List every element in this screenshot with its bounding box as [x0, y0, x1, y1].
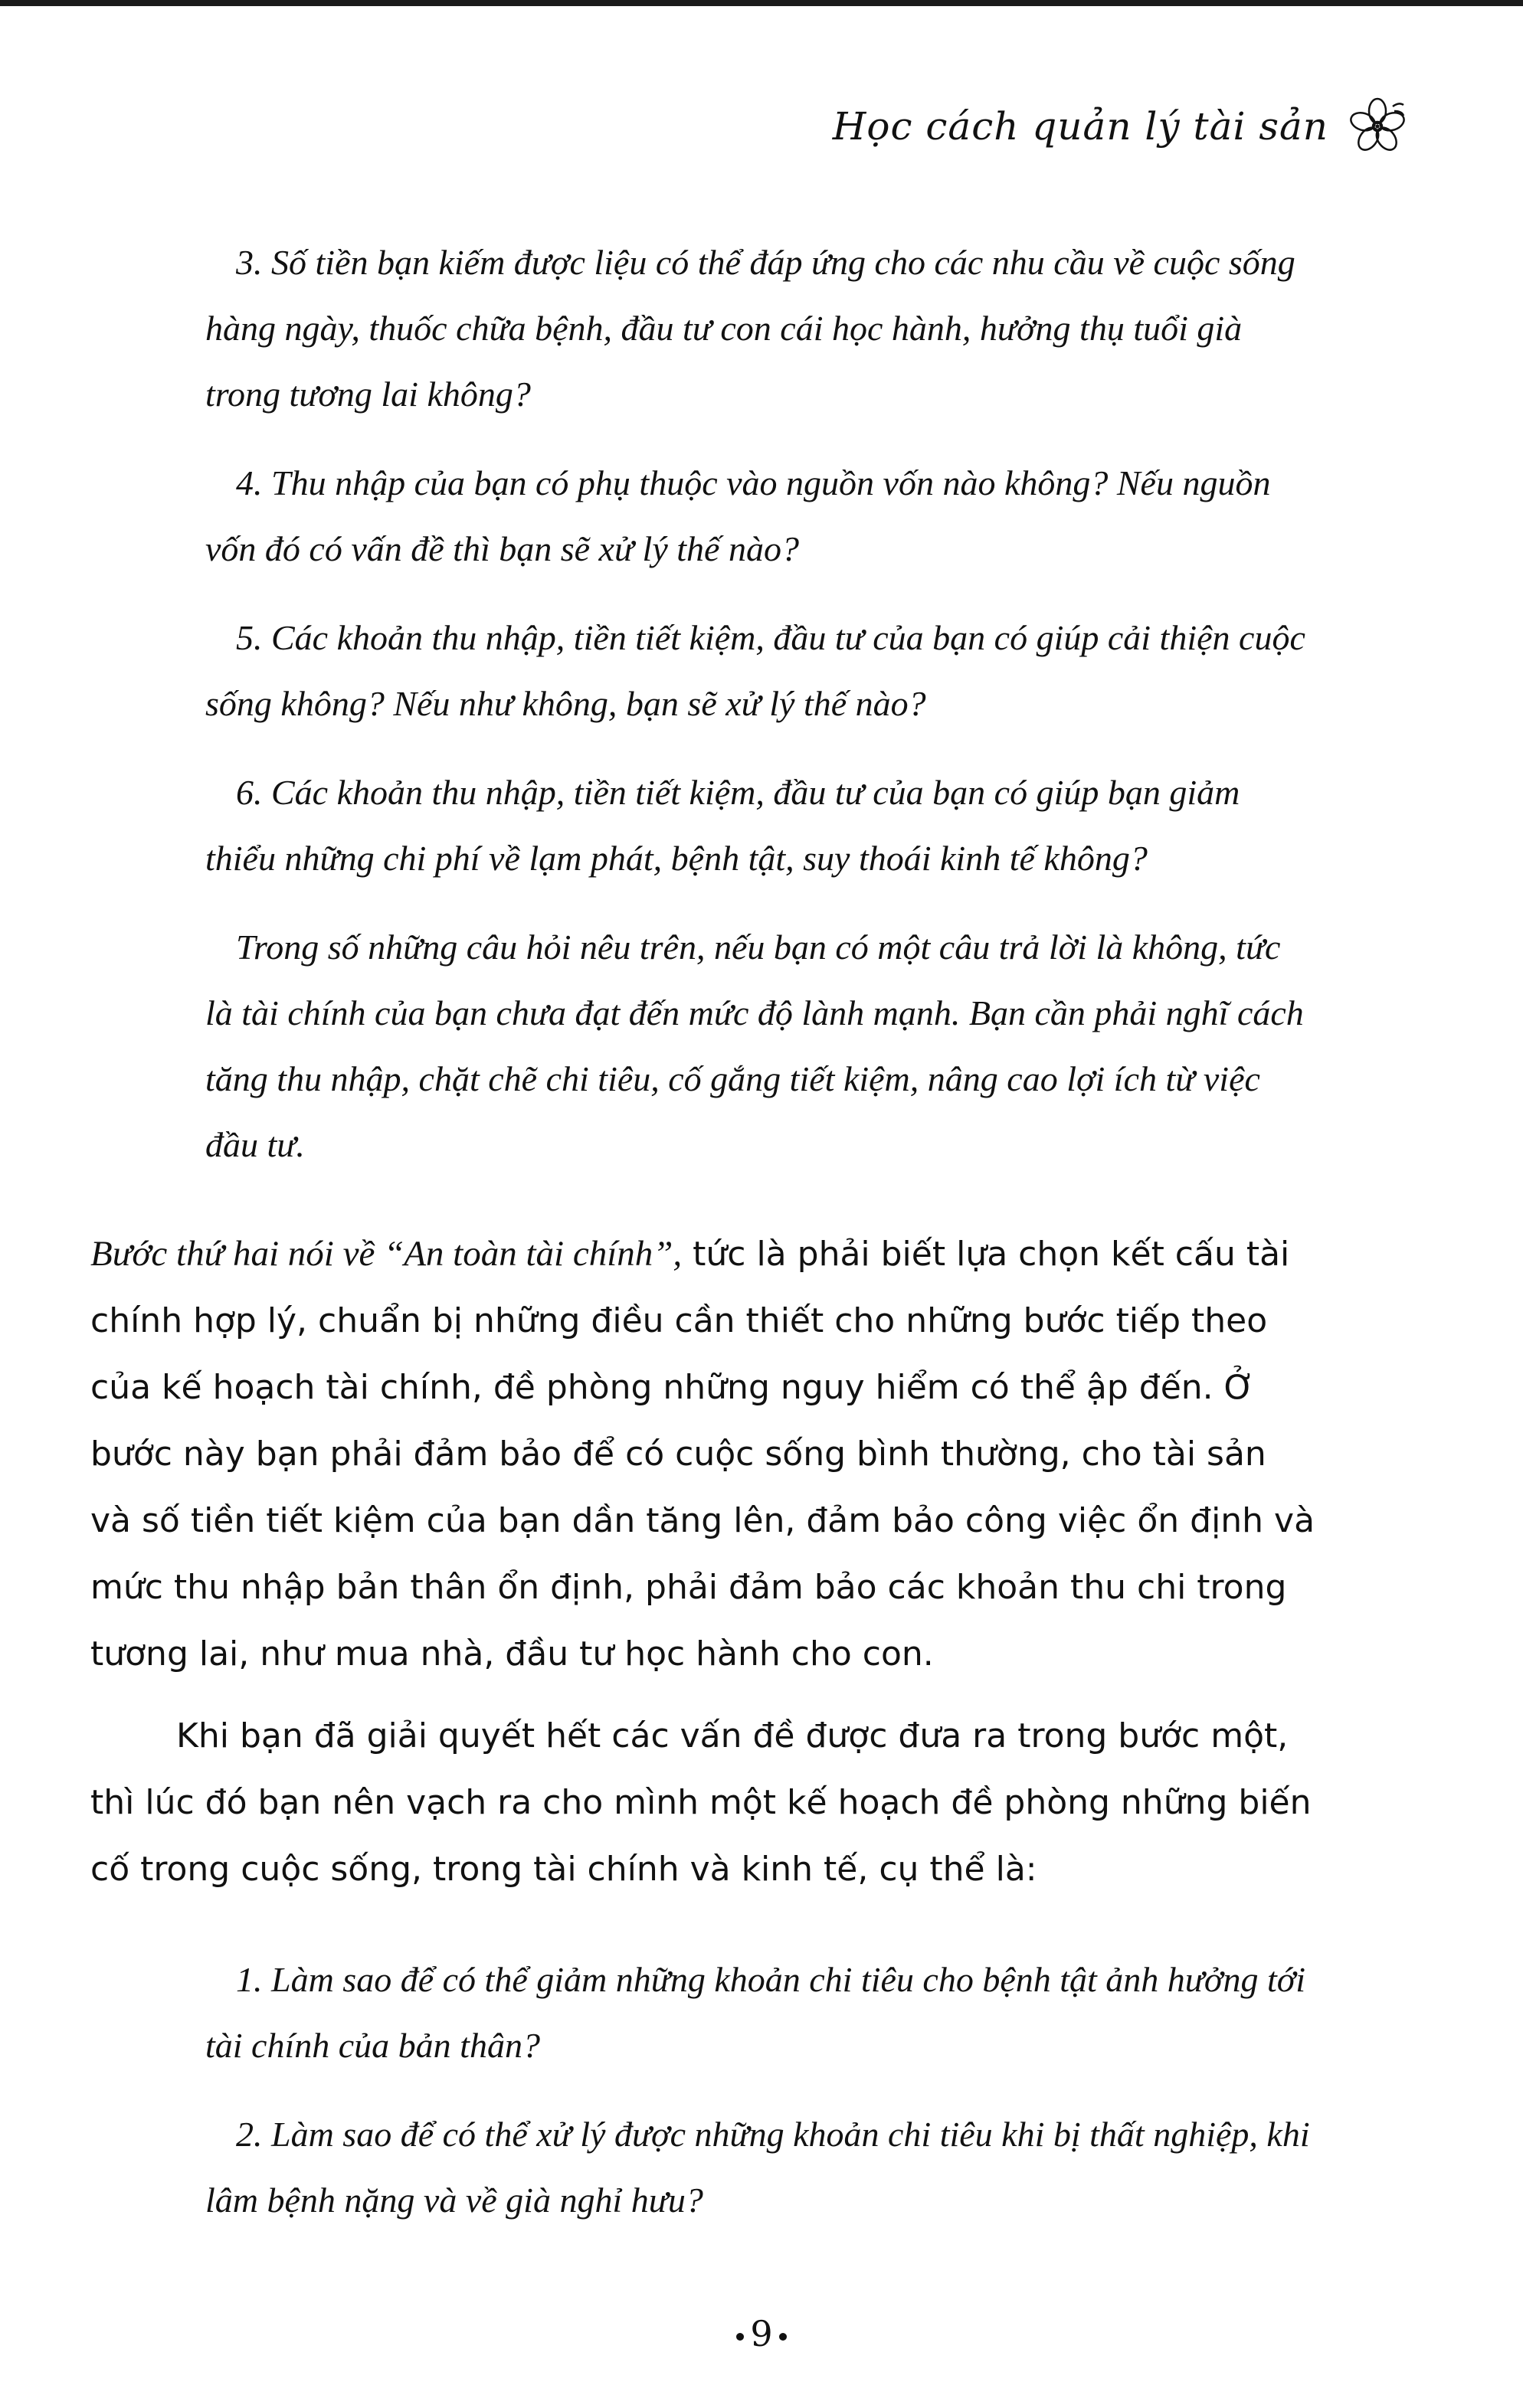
list-item: 4. Thu nhập của bạn có phụ thuộc vào nguồn vốn nào không? Nếu nguồn vốn đó có vấn đề thì bạn sẽ xử lý thế nào? — [205, 463, 1271, 568]
summary-paragraph: Trong số những câu hỏi nêu trên, nếu bạn có một câu trả lời là không, tức là tài chính của bạn chưa đạt đến mức độ lành mạnh. Bạn cần phải nghĩ cách tăng thu nhập, chặt chẽ chi tiêu, cố gắng tiết kiệm, nâng cao lợi ích từ việc đầu tư. — [205, 928, 1304, 1164]
question-list-b — [205, 1947, 1316, 2233]
running-title: Học cách quản lý tài sản — [832, 104, 1328, 149]
list-item: 6. Các khoản thu nhập, tiền tiết kiệm, đầu tư của bạn có giúp bạn giảm thiểu những chi phí về lạm phát, bệnh tật, suy thoái kinh tế không? — [205, 773, 1240, 878]
list-item: 5. Các khoản thu nhập, tiền tiết kiệm, đầu tư của bạn có giúp cải thiện cuộc sống không? Nếu như không, bạn sẽ xử lý thế nào? — [205, 618, 1305, 723]
question-list-a — [205, 230, 1316, 1178]
bullet-dot-icon — [779, 2333, 787, 2341]
paragraph-lead: Bước thứ hai nói về “An toàn tài chính”, — [90, 1234, 683, 1274]
flower-icon — [1347, 96, 1408, 157]
top-border-rule — [0, 0, 1523, 6]
list-item: 1. Làm sao để có thể giảm những khoản chi tiêu cho bệnh tật ảnh hưởng tới tài chính của bản thân? — [205, 1960, 1306, 2065]
page-number-value: 9 — [750, 2313, 773, 2354]
list-item: 2. Làm sao để có thể xử lý được những khoản chi tiêu khi bị thất nghiệp, khi lâm bệnh nặng và về già nghỉ hưu? — [205, 2115, 1310, 2220]
paragraph-text: tức là phải biết lựa chọn kết cấu tài chính hợp lý, chuẩn bị những điều cần thiết cho những bước tiếp theo của kế hoạch tài chính, đề phòng những nguy hiểm có thể ập đến. Ở bước này bạn phải đảm bảo để có cuộc sống bình thường, cho tài sản và số tiền tiết kiệm của bạn dần tăng lên, đảm bảo công việc ổn định và mức thu nhập bản thân ổn định, phải đảm bảo các khoản thu chi trong tương lai, như mua nhà, đầu tư học hành cho con. — [90, 1235, 1315, 1673]
list-item: 3. Số tiền bạn kiếm được liệu có thể đáp ứng cho các nhu cầu về cuộc sống hàng ngày, thuốc chữa bệnh, đầu tư con cái học hành, hưởng thụ tuổi già trong tương lai không? — [205, 243, 1295, 414]
paragraph-financial-safety — [90, 1221, 1316, 1687]
page-body — [90, 230, 1316, 2233]
page-number — [0, 2313, 1523, 2354]
running-header — [833, 92, 1408, 161]
bullet-dot-icon — [736, 2333, 744, 2341]
paragraph-plan: Khi bạn đã giải quyết hết các vấn đề được đưa ra trong bước một, thì lúc đó bạn nên vạch ra cho mình một kế hoạch đề phòng những biến cố trong cuộc sống, trong tài chính và kinh tế, cụ thể là: — [90, 1716, 1312, 1889]
